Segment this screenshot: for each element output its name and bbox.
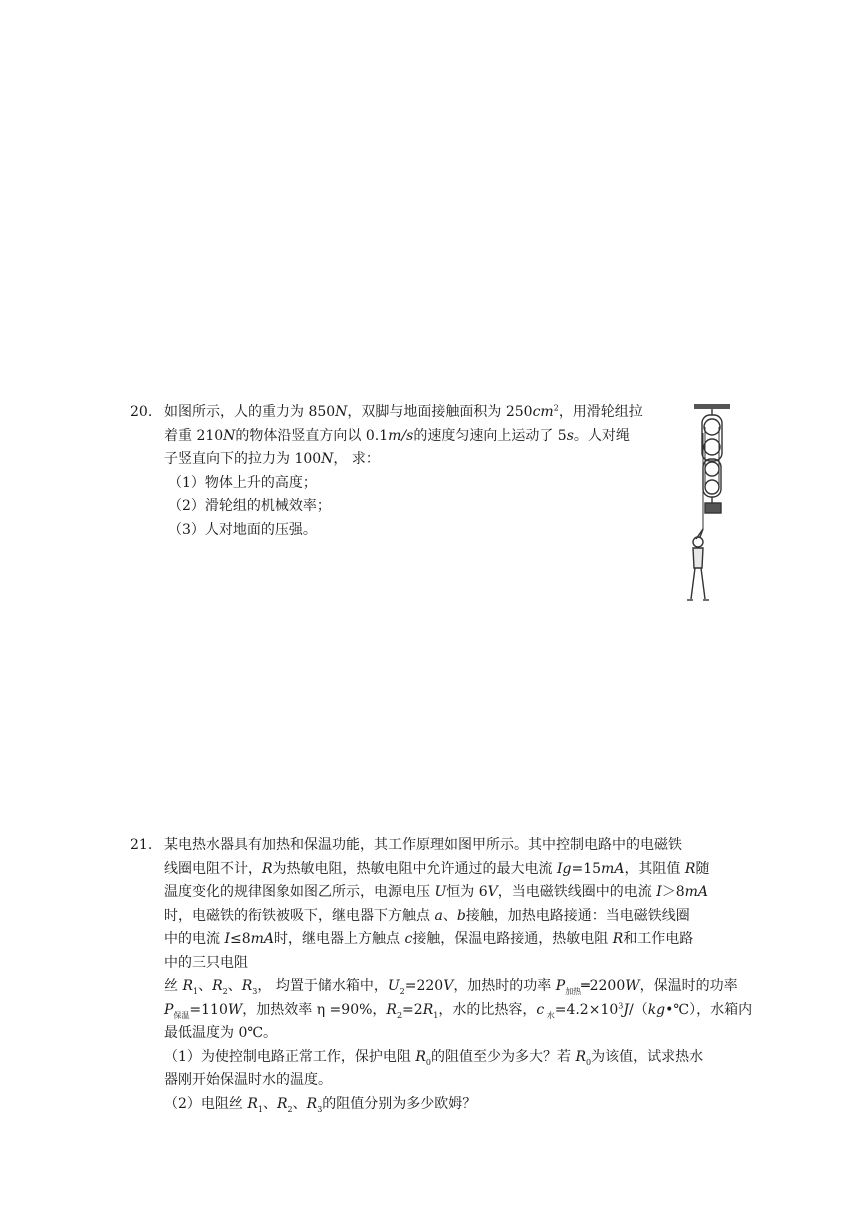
stem-line: 着重 210N的物体沿竖直方向以 0.1m/s的速度匀速向上运动了 5s。人对绳: [164, 427, 630, 444]
question-20: [130, 401, 660, 542]
sub-question-1: （1）物体上升的高度；: [168, 474, 317, 491]
stem-line: 如图所示，人的重力为 850N，双脚与地面接触面积为 $250cm^2$，用滑轮组拉: [164, 403, 643, 420]
stem-line: 丝 $R_1$、$R_2$、$R_3$， 均置于储水箱中，$U_2=220V$，加热时的功率 $P_{加热}═2200W$，保温时的功率: [164, 978, 738, 996]
question-21: [130, 834, 753, 1116]
fixed-pulley-bottom: [704, 439, 720, 455]
sub-question-2: （2）滑轮组的机械效率；: [168, 498, 331, 514]
person-leg: [691, 568, 695, 599]
fixed-pulley-top: [704, 419, 720, 435]
moving-pulley-bottom: [705, 480, 719, 494]
moving-pulley-top: [705, 462, 719, 476]
stem-line: 子竖直向下的拉力为 100N， 求：: [164, 451, 380, 467]
stem-line: $P_{保温}=110W$，加热效率 η =90%，$R_2=2R_1$，水的比热容，c $_水=4.2\times 10^3J/(kg•℃)$，水箱内: [164, 1000, 753, 1020]
stem-line: 时，电磁铁的衔铁被吸下，继电器下方触点 a、b接触，加热电路接通：当电磁铁线圈: [164, 907, 690, 924]
sub-question-1-continued: 器刚开始保温时水的温度。: [164, 1072, 332, 1088]
question-stem: [164, 401, 660, 542]
stem-line: 某电热水器具有加热和保温功能，其工作原理如图甲所示。其中控制电路中的电磁铁: [164, 837, 682, 853]
pulley-person-figure: [672, 403, 740, 603]
person-leg: [701, 568, 705, 599]
question-number: 20.: [130, 404, 153, 420]
sub-question-2: （2）电阻丝 $R_1$、$R_2$、$R_3$的阻值分别为多少欧姆？: [164, 1095, 477, 1114]
stem-line: 中的电流 I≤8mA时，继电器上方触点 c接触，保温电路接通，热敏电阻 R和工作电路: [164, 931, 694, 947]
stem-line: 中的三只电阻: [164, 954, 248, 971]
load-block: [705, 503, 721, 513]
sub-question-1: （1）为使控制电路正常工作，保护电阻 $R_0$的阻值至少为多大？若 $R_0$为该值，试求热水: [164, 1048, 704, 1067]
sub-question-3: （3）人对地面的压强。: [168, 521, 317, 538]
ceiling-bar: [694, 404, 730, 409]
stem-line: 最低温度为 0℃。: [164, 1025, 278, 1041]
question-stem: [164, 834, 740, 975]
question-stem-continued: [130, 975, 753, 1116]
stem-line: 温度变化的规律图象如图乙所示，电源电压 U恒为 6V，当电磁铁线圈中的电流 I＞8mA: [164, 884, 709, 900]
stem-line: 线圈电阻不计，R为热敏电阻，热敏电阻中允许通过的最大电流 Ig=15mA，其阻值 R随: [164, 860, 710, 877]
person-body: [693, 548, 703, 568]
question-number: 21.: [130, 837, 153, 853]
person-head: [693, 537, 703, 547]
